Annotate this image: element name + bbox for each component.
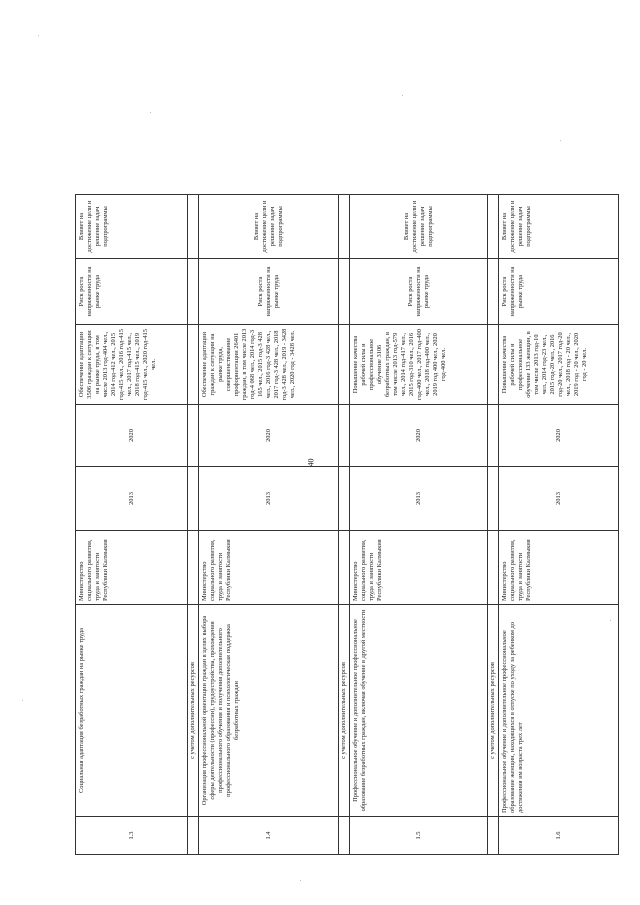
section-row [488, 195, 499, 855]
row-number: 1.4 [199, 817, 339, 855]
table-row [350, 195, 488, 855]
expected-result: Обеспечение адаптации граждан к ситуации на рынке труда, совершенствование профориентации 26401 граждан, в том числе 2013 год-4 068 чел., 2014 год-3 165 чел., 2015 год-3 428 чел., 2016 год-3 428 чел., 2017 год-3 428 чел., 2018 год-3 428 чел., 2019 - 3428 чел., 2020 год - 3428 чел. [199, 325, 339, 405]
measure-name: Профессиональное обучение и дополнительное профессиональное образование женщин, находящихся в отпуске по уходу за ребенком до достижения им возраста трех лет [499, 605, 619, 817]
measures-table [75, 194, 619, 855]
impact: Влияет на достижение цели и решение задач подпрограммы [350, 195, 488, 259]
executor: Министерство социального развития, труда и занятости Республики Калмыкия [350, 531, 488, 605]
risk: Риск роста напряженности на рынке труда [199, 259, 339, 325]
table-row [499, 195, 619, 855]
scan-speck [402, 95, 403, 96]
expected-result: Обеспечение адаптации 3506 граждан к ситуации на рынке труда, в том числе 2013 год-404 чел., 2014 год-412 чел., 2015 год-415 чел., 2016 год-415 чел., 2017 год-415 чел., 2018 год-415 чел., 2019 год-415 чел., 2020 год-415 чел. [76, 325, 188, 405]
rotated-table-sheet [75, 195, 615, 855]
scan-speck [150, 112, 151, 113]
table-row [76, 195, 188, 855]
measure-name: Организация профессиональной ориентации граждан в целях выбора сферы деятельности (профессии), трудоустройства, прохождения профессионального обучения и получения дополнительного профессионального образования и психологическая поддержка безработных граждан [199, 605, 339, 817]
table-row [199, 195, 339, 855]
start-year: 2013 [350, 467, 488, 531]
start-year: 2013 [199, 467, 339, 531]
executor: Министерство социального развития, труда и занятости Республики Калмыкия [499, 531, 619, 605]
executor: Министерство социального развития, труда и занятости Республики Калмыкия [199, 531, 339, 605]
impact: Влияет на достижение цели и решение задач подпрограммы [499, 195, 619, 259]
measure-name: Социальная адаптация безработных граждан на рынке труда [76, 605, 188, 817]
start-year: 2013 [499, 467, 619, 531]
risk: Риск роста напряженности на рынке труда [350, 259, 488, 325]
scan-speck [560, 140, 561, 141]
section-row [339, 195, 350, 855]
impact: Влияет на достижение цели и решение задач подпрограммы [199, 195, 339, 259]
scan-speck [22, 700, 23, 701]
start-year: 2013 [76, 467, 188, 531]
risk: Риск роста напряженности на рынке труда [499, 259, 619, 325]
end-year: 2020 [199, 405, 339, 467]
row-number: 1.3 [76, 817, 188, 855]
expected-result: Повышение качества рабочей силы и профессиональное обучение 3106 безработных граждан, в том числе 2013 год-579 чел., 2014 год-417 чел., 2015 год-310 чел., 2016 год-400 чел., 2017 год-400 чел., 2018 год-400 чел., 2019 год 400 чел., 2020 год-400 чел. [350, 325, 488, 405]
end-year: 2020 [76, 405, 188, 467]
scan-speck [38, 35, 39, 36]
scan-speck [300, 880, 301, 881]
section-label: с учетом дополнительных ресурсов [339, 605, 350, 817]
row-number: 1.6 [499, 817, 619, 855]
section-row [188, 195, 199, 855]
measure-name: Профессиональное обучение и дополнительное профессиональное образование безработных граждан, включая обучение в другой местности [350, 605, 488, 817]
page-number: 40 [306, 458, 316, 467]
row-number: 1.5 [350, 817, 488, 855]
end-year: 2020 [499, 405, 619, 467]
impact: Влияет на достижение цели и решение задач подпрограммы [76, 195, 188, 259]
section-label: с учетом дополнительных ресурсов [188, 605, 199, 817]
risk: Риск роста напряженности на рынке труда [76, 259, 188, 325]
section-label: с учетом дополнительных ресурсов [488, 605, 499, 817]
expected-result: Повышение качества рабочей силы и профессиональное обучение 133 женщин, в том числе 2013 год-10 чел., 2014 год-23 чел., 2015 год-20 чел., 2016 год-20 чел., 2017 год-20 чел., 2018 год - 20 чел., 2019 год - 20 чел., 2020 год - 20 чел. [499, 325, 619, 405]
end-year: 2020 [350, 405, 488, 467]
executor: Министерство социального развития, труда и занятости Республики Калмыкия [76, 531, 188, 605]
